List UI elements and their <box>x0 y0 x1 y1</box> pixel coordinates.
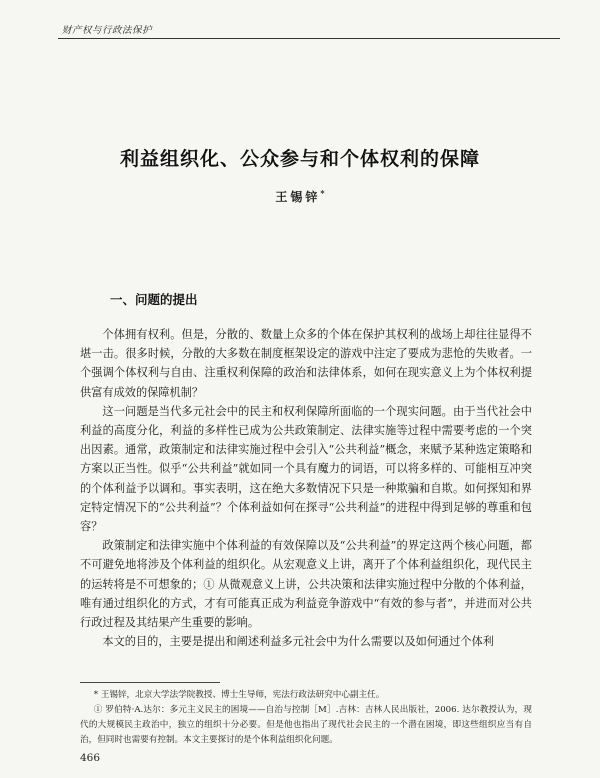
author-line <box>0 188 600 205</box>
paragraph: 本文的目的，主要是提出和阐述利益多元社会中为什么需要以及如何通过个体利 <box>102 635 494 649</box>
paragraph: 个体拥有权利。但是，分散的、数量上众多的个体在保护其权利的战场上却往往显得不堪一击。很多时候，分散的大多数在制度框架设定的游戏中注定了要成为悲怆的失败者。一个强调个体权利与自由、注重权利保障的政治和法律体系，如何在现实意义上为个体权利提供富有成效的保障机制？ <box>80 328 532 399</box>
paragraph: 政策制定和法律实施中个体利益的有效保障以及“公共利益”的界定这两个核心问题，都不可避免地将涉及个体利益的组织化。从宏观意义上讲，离开了个体利益组织化，现代民主的运转将是不可想象的；① 从微观意义上讲，公共决策和法律实施过程中分散的个体利益，唯有通过组织化的方式，才有可能真正成为利益竞争游戏中“有效的参与者”，并进而对公共行政过程及其结果产生重要的影响。 <box>80 539 532 630</box>
paragraph: 这一问题是当代多元社会中的民主和权利保障所面临的一个现实问题。由于当代社会中利益的高度分化，利益的多样性已成为公共政策制定、法律实施等过程中需要考虑的一个突出因素。通常，政策制定和法律实施过程中会引入“公共利益”概念，来赋予某种选定策略和方案以正当性。似乎“公共利益”就如同一个具有魔力的词语，可以将多样的、可能相互冲突的个体利益予以调和。事实表明，这在绝大多数情况下只是一种欺骗和自欺。如何探知和界定特定情况下的“公共利益”？个体利益如何在探寻“公共利益”的进程中得到足够的尊重和包容？ <box>80 404 532 534</box>
author-footnote-mark: * <box>320 188 325 198</box>
footnote-rule <box>80 682 220 683</box>
body-text <box>80 325 532 651</box>
header-rule <box>58 38 560 39</box>
author-name: 王锡锌 <box>275 190 321 204</box>
footnote: ① 罗伯特·A.达尔：多元主义民主的困境——自治与控制［M］.吉林：吉林人民出版社，2006. 达尔教授认为，现代的大规模民主政治中，独立的组织十分必要。但是他也指出了现代社会民主的一个潜在困境，即这些组织应当有自治，但同时也需要有控制。本文主要探讨的是个体利益组织化问题。 <box>80 705 532 745</box>
page-number: 466 <box>80 752 101 764</box>
footnotes <box>80 688 532 748</box>
article-title: 利益组织化、公众参与和个体权利的保障 <box>119 148 480 170</box>
running-header: 财产权与行政法保护 <box>62 25 153 36</box>
footnote: * 王锡锌，北京大学法学院教授、博士生导师，宪法行政法研究中心副主任。 <box>93 690 385 700</box>
section-heading: 一、问题的提出 <box>110 292 198 307</box>
